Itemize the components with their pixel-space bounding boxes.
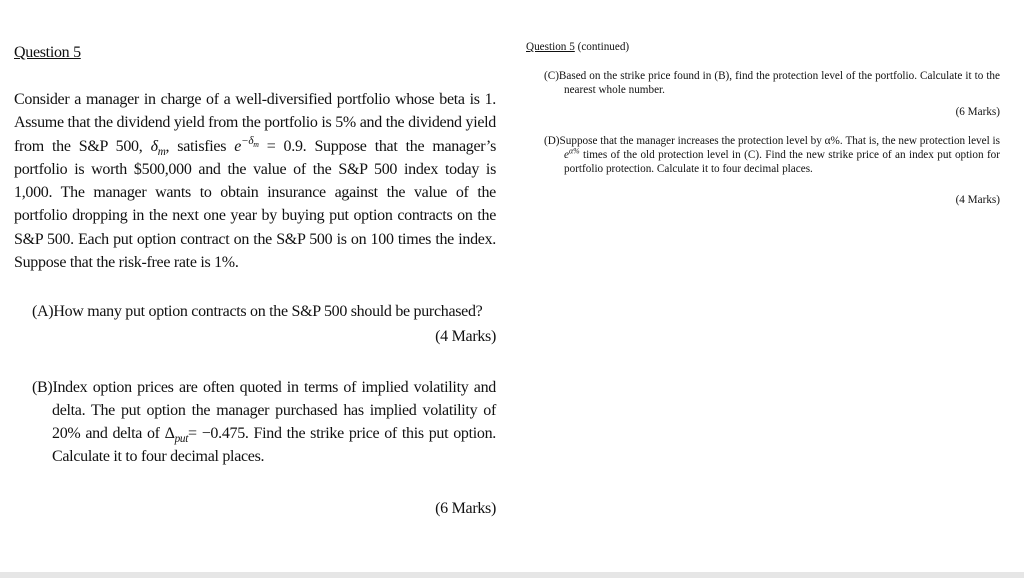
delta-put-symbol: Δ: [164, 425, 175, 443]
subquestion-b: [14, 376, 496, 468]
d-exp-power: α%: [568, 146, 580, 156]
subquestion-c: [526, 69, 1000, 97]
subquestion-b-body: [32, 376, 496, 468]
exp-power-subscript: m: [253, 140, 259, 150]
right-column: [526, 39, 1000, 208]
subquestion-d: [526, 134, 1000, 176]
bottom-scrollbar-strip: [0, 572, 1024, 578]
subquestion-b-label: (B): [32, 379, 53, 397]
delta-symbol: δ: [150, 137, 158, 155]
subquestion-a-text: How many put option contracts on the S&P 500 should be purchased?: [53, 303, 483, 321]
subquestion-d-text-2: times of the old protection level in (C). Find the new strike price of an index put option for portfolio protection. Calculate it to four decimal places.: [564, 149, 1000, 175]
question-title: Question 5: [14, 44, 81, 61]
delta-subscript: m: [157, 145, 166, 158]
continued-title: [526, 39, 1000, 55]
left-column: [14, 42, 496, 520]
subquestion-b-text-1: Index option prices are often quoted in terms of implied volatility and delta. The put option the manager purchased has implied volatility of 20% and delta of: [52, 379, 496, 443]
intro-text-3: = 0.9. Suppose that the manager’s portfolio is worth $500,000 and the value of the S&P 500 index today is 1,000. The manager wants to obtain insurance against the value of the portfolio dropping in the next one year by buying put option contracts on the S&P 500. Each put option contract on the S&P 500 is on 100 times the index. Suppose that the risk-free rate is 1%.: [14, 137, 497, 272]
subquestion-c-marks: (6 Marks): [955, 106, 1000, 118]
subquestion-c-body: [544, 69, 1000, 97]
subquestion-d-label: (D): [544, 135, 560, 147]
subquestion-c-text: Based on the strike price found in (B), find the protection level of the portfolio. Calculate it to the nearest whole number.: [558, 70, 1000, 96]
exp-power: [241, 135, 259, 150]
question-intro: [14, 88, 496, 274]
continued-title-main: Question 5: [526, 41, 575, 53]
subquestion-b-marks: (6 Marks): [435, 500, 496, 518]
d-exp-base: e: [564, 149, 569, 161]
subquestion-a-marks: (4 Marks): [435, 328, 496, 346]
intro-text-2: , satisfies: [165, 137, 235, 155]
subquestion-d-body: [544, 134, 1000, 176]
subquestion-d-text-1: Suppose that the manager increases the protection level by α%. That is, the new protection level is: [559, 135, 1000, 147]
delta-put-subscript: put: [174, 433, 189, 446]
subquestion-c-label: (C): [544, 70, 559, 82]
intro-text-1: Consider a manager in charge of a well-diversified portfolio whose beta is 1. Assume that the dividend yield from the portfolio is 5% and the dividend yield from the S&P 500,: [14, 91, 496, 155]
continued-title-suffix: (continued): [574, 41, 630, 53]
subquestion-b-text-2: = −0.475. Find the strike price of this put option. Calculate it to four decimal places.: [52, 425, 496, 466]
exp-power-text: −δ: [241, 135, 254, 148]
subquestion-a-label: (A): [32, 303, 54, 321]
subquestion-a: [14, 300, 496, 323]
exp-base: e: [234, 137, 242, 155]
subquestion-d-marks: (4 Marks): [955, 194, 1000, 206]
